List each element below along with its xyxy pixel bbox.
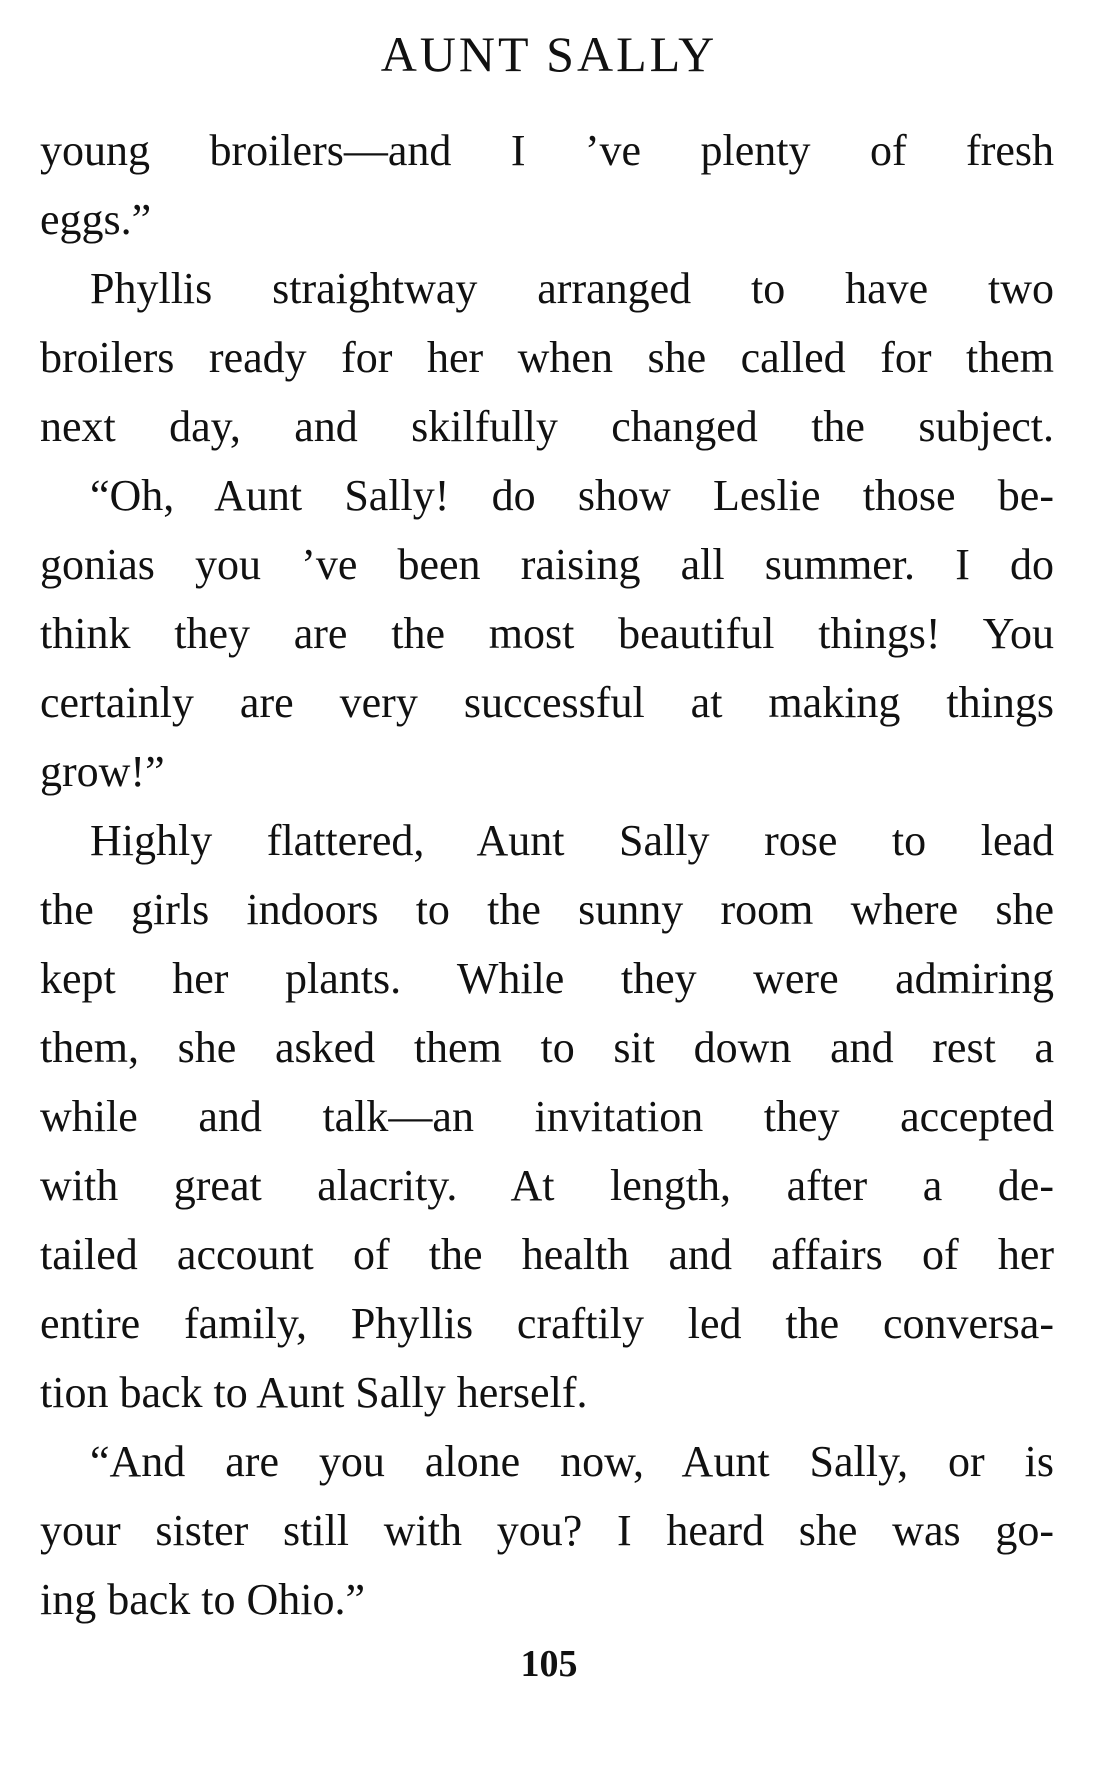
text-line: entire family, Phyllis craftily led the conversa- (40, 1299, 1054, 1348)
text-line: next day, and skilfully changed the subject. (40, 402, 1054, 451)
text-line: kept her plants. While they were admiring (40, 954, 1054, 1003)
text-line: “Oh, Aunt Sally! do show Leslie those be- (90, 471, 1054, 520)
text-line: tailed account of the health and affairs of her (40, 1230, 1054, 1279)
text-line: the girls indoors to the sunny room where she (40, 885, 1054, 934)
text-line: Phyllis straightway arranged to have two (90, 264, 1054, 313)
text-line: with great alacrity. At length, after a de- (40, 1161, 1054, 1210)
text-line: Highly flattered, Aunt Sally rose to lead (90, 816, 1054, 865)
text-line: grow!” (40, 747, 165, 796)
text-line: ing back to Ohio.” (40, 1575, 366, 1624)
page-number: 105 (520, 1643, 578, 1685)
text-line: them, she asked them to sit down and rest a (40, 1023, 1054, 1072)
text-line: think they are the most beautiful things! You (40, 609, 1054, 658)
text-line: “And are you alone now, Aunt Sally, or is (90, 1437, 1054, 1486)
text-line: your sister still with you? I heard she was go- (40, 1506, 1054, 1555)
text-line: gonias you ’ve been raising all summer. I do (40, 540, 1054, 589)
text-line: while and talk—an invitation they accepted (40, 1092, 1054, 1141)
text-line: eggs.” (40, 195, 152, 244)
running-head: AUNT SALLY (380, 26, 718, 82)
text-line: tion back to Aunt Sally herself. (40, 1368, 588, 1417)
text-line: broilers ready for her when she called for them (40, 333, 1054, 382)
body-text (40, 116, 1054, 1634)
text-line: young broilers—and I ’ve plenty of fresh (40, 126, 1054, 175)
text-line: certainly are very successful at making things (40, 678, 1054, 727)
